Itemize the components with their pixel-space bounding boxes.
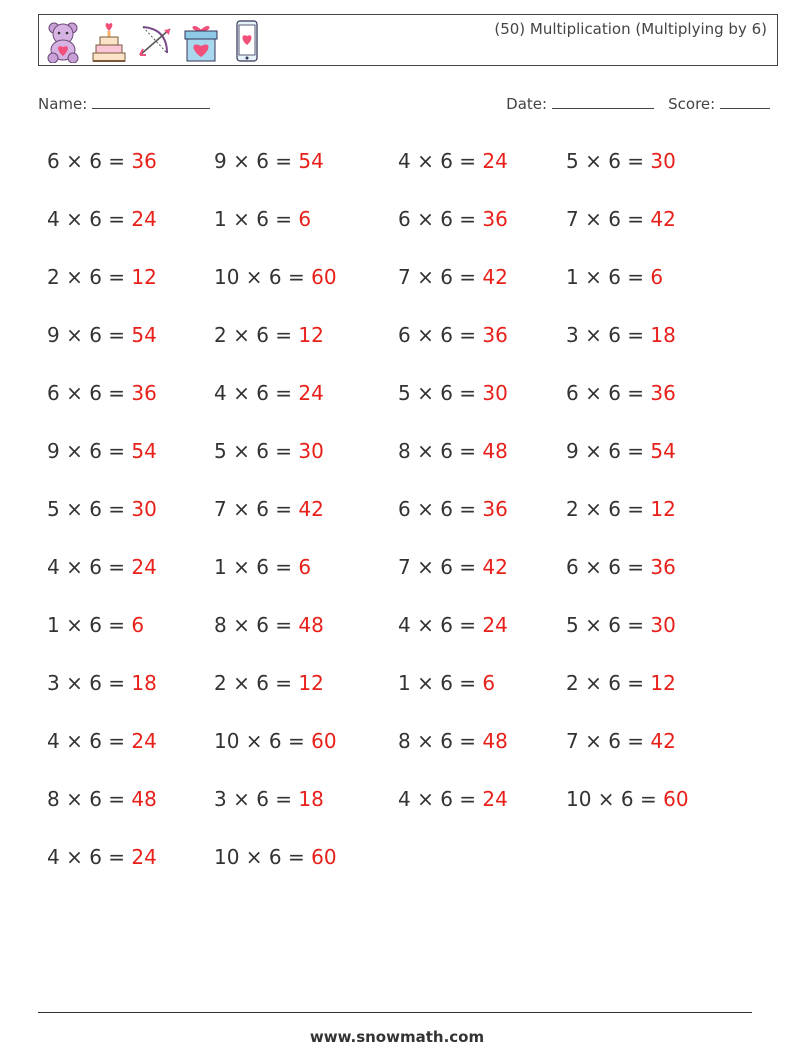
problem-row bbox=[47, 548, 767, 606]
cake-icon bbox=[91, 19, 127, 63]
problem-question: 4 × 6 = bbox=[398, 613, 483, 637]
problem-item bbox=[566, 316, 676, 354]
problem-answer: 30 bbox=[650, 149, 676, 173]
problem-item bbox=[398, 780, 508, 818]
problem-question: 4 × 6 = bbox=[47, 729, 132, 753]
problem-item bbox=[47, 490, 157, 528]
problem-answer: 48 bbox=[482, 729, 508, 753]
problem-item bbox=[566, 258, 663, 296]
problem-question: 4 × 6 = bbox=[47, 555, 132, 579]
problem-item bbox=[47, 664, 157, 702]
problem-question: 4 × 6 = bbox=[47, 845, 132, 869]
problem-row bbox=[47, 664, 767, 722]
problem-item bbox=[398, 548, 508, 586]
problem-answer: 36 bbox=[650, 555, 676, 579]
problem-item bbox=[214, 722, 337, 760]
problem-question: 2 × 6 = bbox=[566, 671, 651, 695]
problem-item bbox=[47, 258, 157, 296]
problem-item bbox=[47, 838, 157, 876]
problem-answer: 36 bbox=[482, 207, 508, 231]
problem-question: 6 × 6 = bbox=[398, 323, 483, 347]
problem-answer: 6 bbox=[298, 555, 312, 579]
problem-answer: 24 bbox=[482, 149, 508, 173]
problem-grid bbox=[47, 142, 767, 896]
problem-item bbox=[47, 432, 157, 470]
phone-heart-icon bbox=[229, 19, 265, 63]
problem-question: 6 × 6 = bbox=[566, 555, 651, 579]
problem-item bbox=[47, 548, 157, 586]
problem-item bbox=[566, 200, 676, 238]
problem-item bbox=[47, 142, 157, 180]
problem-answer: 36 bbox=[482, 323, 508, 347]
problem-row bbox=[47, 722, 767, 780]
problem-row bbox=[47, 838, 767, 896]
score-blank[interactable] bbox=[720, 94, 770, 109]
problem-answer: 6 bbox=[131, 613, 145, 637]
problem-answer: 30 bbox=[298, 439, 324, 463]
problem-question: 7 × 6 = bbox=[566, 207, 651, 231]
problem-question: 9 × 6 = bbox=[214, 149, 299, 173]
problem-question: 5 × 6 = bbox=[47, 497, 132, 521]
problem-answer: 60 bbox=[311, 265, 337, 289]
problem-answer: 54 bbox=[131, 439, 157, 463]
problem-item bbox=[566, 780, 689, 818]
problem-answer: 24 bbox=[482, 613, 508, 637]
problem-answer: 12 bbox=[131, 265, 157, 289]
problem-answer: 24 bbox=[131, 845, 157, 869]
header-icons bbox=[45, 19, 265, 63]
problem-item bbox=[214, 432, 324, 470]
problem-answer: 48 bbox=[298, 613, 324, 637]
problem-question: 9 × 6 = bbox=[47, 439, 132, 463]
problem-question: 6 × 6 = bbox=[398, 497, 483, 521]
problem-answer: 18 bbox=[131, 671, 157, 695]
problem-answer: 30 bbox=[650, 613, 676, 637]
problem-question: 1 × 6 = bbox=[398, 671, 483, 695]
problem-answer: 54 bbox=[298, 149, 324, 173]
problem-question: 3 × 6 = bbox=[47, 671, 132, 695]
problem-row bbox=[47, 490, 767, 548]
problem-question: 4 × 6 = bbox=[398, 149, 483, 173]
problem-answer: 18 bbox=[650, 323, 676, 347]
problem-answer: 54 bbox=[650, 439, 676, 463]
problem-item bbox=[214, 490, 324, 528]
date-score-fields bbox=[506, 94, 770, 113]
problem-question: 6 × 6 = bbox=[47, 149, 132, 173]
problem-question: 3 × 6 = bbox=[566, 323, 651, 347]
problem-question: 2 × 6 = bbox=[566, 497, 651, 521]
problem-item bbox=[398, 142, 508, 180]
problem-question: 8 × 6 = bbox=[398, 729, 483, 753]
problem-answer: 60 bbox=[663, 787, 689, 811]
problem-row bbox=[47, 432, 767, 490]
problem-question: 6 × 6 = bbox=[47, 381, 132, 405]
problem-item bbox=[47, 200, 157, 238]
problem-answer: 24 bbox=[131, 207, 157, 231]
problem-question: 1 × 6 = bbox=[214, 207, 299, 231]
problem-item bbox=[214, 838, 337, 876]
gift-box-icon bbox=[183, 19, 219, 63]
problem-answer: 48 bbox=[131, 787, 157, 811]
problem-item bbox=[566, 374, 676, 412]
teddy-bear-icon bbox=[45, 19, 81, 63]
problem-item bbox=[398, 490, 508, 528]
problem-item bbox=[214, 200, 311, 238]
problem-question: 8 × 6 = bbox=[47, 787, 132, 811]
problem-row bbox=[47, 142, 767, 200]
problem-item bbox=[47, 780, 157, 818]
problem-answer: 48 bbox=[482, 439, 508, 463]
problem-answer: 30 bbox=[482, 381, 508, 405]
problem-answer: 24 bbox=[298, 381, 324, 405]
problem-answer: 36 bbox=[131, 381, 157, 405]
problem-question: 7 × 6 = bbox=[398, 265, 483, 289]
problem-answer: 42 bbox=[650, 207, 676, 231]
problem-item bbox=[214, 606, 324, 644]
problem-item bbox=[566, 606, 676, 644]
problem-item bbox=[47, 722, 157, 760]
problem-row bbox=[47, 780, 767, 838]
problem-item bbox=[214, 664, 324, 702]
problem-row bbox=[47, 316, 767, 374]
problem-question: 10 × 6 = bbox=[214, 729, 312, 753]
problem-row bbox=[47, 200, 767, 258]
problem-answer: 12 bbox=[298, 671, 324, 695]
problem-question: 2 × 6 = bbox=[214, 323, 299, 347]
problem-answer: 12 bbox=[650, 671, 676, 695]
problem-item bbox=[398, 316, 508, 354]
problem-item bbox=[398, 606, 508, 644]
problem-answer: 36 bbox=[650, 381, 676, 405]
problem-question: 5 × 6 = bbox=[214, 439, 299, 463]
problem-question: 10 × 6 = bbox=[566, 787, 664, 811]
bow-arrow-icon bbox=[137, 19, 173, 63]
problem-item bbox=[47, 374, 157, 412]
score-label: Score: bbox=[668, 95, 716, 113]
problem-answer: 54 bbox=[131, 323, 157, 347]
problem-item bbox=[566, 432, 676, 470]
problem-question: 1 × 6 = bbox=[214, 555, 299, 579]
problem-question: 10 × 6 = bbox=[214, 265, 312, 289]
problem-question: 1 × 6 = bbox=[47, 613, 132, 637]
problem-item bbox=[398, 258, 508, 296]
problem-item bbox=[398, 432, 508, 470]
problem-item bbox=[214, 258, 337, 296]
problem-item bbox=[214, 780, 324, 818]
problem-question: 2 × 6 = bbox=[214, 671, 299, 695]
problem-answer: 42 bbox=[298, 497, 324, 521]
problem-answer: 12 bbox=[298, 323, 324, 347]
problem-question: 9 × 6 = bbox=[47, 323, 132, 347]
problem-item bbox=[398, 374, 508, 412]
problem-item bbox=[214, 316, 324, 354]
problem-row bbox=[47, 374, 767, 432]
problem-answer: 24 bbox=[131, 555, 157, 579]
date-blank[interactable] bbox=[552, 94, 654, 109]
problem-question: 4 × 6 = bbox=[214, 381, 299, 405]
problem-item bbox=[214, 374, 324, 412]
problem-question: 8 × 6 = bbox=[214, 613, 299, 637]
problem-question: 7 × 6 = bbox=[214, 497, 299, 521]
problem-question: 7 × 6 = bbox=[398, 555, 483, 579]
problem-row bbox=[47, 606, 767, 664]
problem-question: 7 × 6 = bbox=[566, 729, 651, 753]
problem-item bbox=[47, 606, 144, 644]
problem-answer: 36 bbox=[131, 149, 157, 173]
problem-item bbox=[566, 722, 676, 760]
name-blank[interactable] bbox=[92, 94, 210, 109]
problem-item bbox=[566, 548, 676, 586]
problem-answer: 6 bbox=[298, 207, 312, 231]
name-field bbox=[38, 94, 210, 113]
problem-question: 9 × 6 = bbox=[566, 439, 651, 463]
problem-answer: 30 bbox=[131, 497, 157, 521]
problem-item bbox=[566, 664, 676, 702]
problem-question: 2 × 6 = bbox=[47, 265, 132, 289]
problem-answer: 42 bbox=[650, 729, 676, 753]
problem-item bbox=[398, 200, 508, 238]
problem-question: 8 × 6 = bbox=[398, 439, 483, 463]
problem-answer: 12 bbox=[650, 497, 676, 521]
problem-answer: 6 bbox=[650, 265, 664, 289]
problem-question: 5 × 6 = bbox=[566, 613, 651, 637]
problem-item bbox=[214, 548, 311, 586]
problem-item bbox=[398, 722, 508, 760]
footer-url: www.snowmath.com bbox=[309, 1028, 485, 1046]
problem-answer: 60 bbox=[311, 729, 337, 753]
name-label: Name: bbox=[38, 95, 88, 113]
problem-question: 5 × 6 = bbox=[566, 149, 651, 173]
problem-question: 4 × 6 = bbox=[47, 207, 132, 231]
problem-answer: 18 bbox=[298, 787, 324, 811]
problem-question: 3 × 6 = bbox=[214, 787, 299, 811]
problem-question: 6 × 6 = bbox=[566, 381, 651, 405]
problem-answer: 36 bbox=[482, 497, 508, 521]
problem-question: 4 × 6 = bbox=[398, 787, 483, 811]
problem-item bbox=[566, 142, 676, 180]
problem-item bbox=[566, 490, 676, 528]
problem-item bbox=[214, 142, 324, 180]
problem-item bbox=[47, 316, 157, 354]
problem-row bbox=[47, 258, 767, 316]
worksheet-title: (50) Multiplication (Multiplying by 6) bbox=[494, 20, 767, 38]
footer-divider bbox=[38, 1012, 752, 1013]
problem-answer: 24 bbox=[131, 729, 157, 753]
date-label: Date: bbox=[506, 95, 548, 113]
problem-item bbox=[398, 664, 495, 702]
worksheet-header bbox=[38, 14, 778, 66]
problem-answer: 42 bbox=[482, 265, 508, 289]
problem-question: 5 × 6 = bbox=[398, 381, 483, 405]
problem-answer: 42 bbox=[482, 555, 508, 579]
problem-question: 1 × 6 = bbox=[566, 265, 651, 289]
problem-question: 6 × 6 = bbox=[398, 207, 483, 231]
problem-answer: 60 bbox=[311, 845, 337, 869]
problem-question: 10 × 6 = bbox=[214, 845, 312, 869]
problem-answer: 24 bbox=[482, 787, 508, 811]
problem-answer: 6 bbox=[482, 671, 496, 695]
